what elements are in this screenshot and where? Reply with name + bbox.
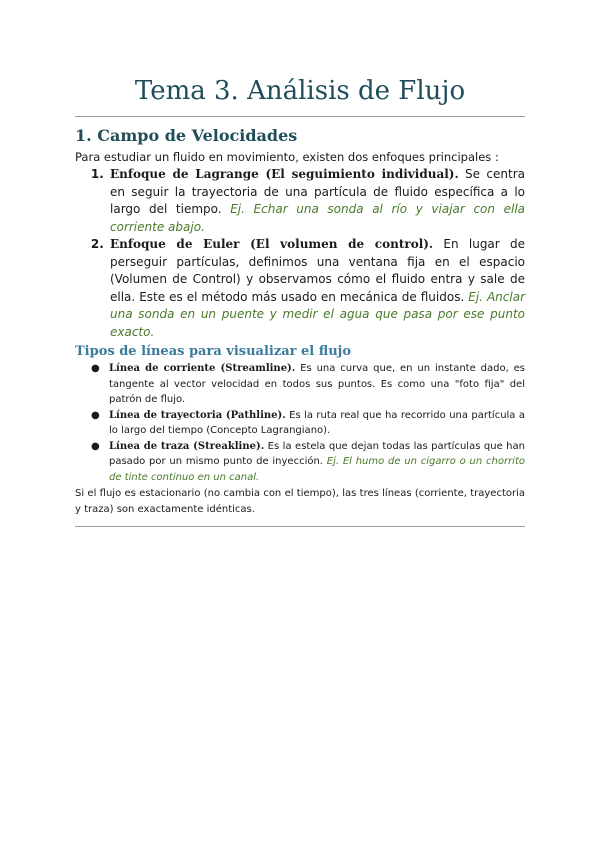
- bullet-icon: ●: [91, 409, 100, 421]
- item-lead: Enfoque de Euler (El volumen de control).: [110, 237, 434, 251]
- bottom-divider: [75, 526, 525, 527]
- top-divider: [75, 116, 525, 117]
- flow-lines-list: [75, 361, 525, 485]
- approaches-list: [75, 166, 525, 341]
- item-lead: Línea de traza (Streakline).: [109, 440, 265, 452]
- section-heading-velocity-field: 1. Campo de Velocidades: [75, 126, 298, 145]
- section-intro: Para estudiar un fluido en movimiento, existen dos enfoques principales :: [75, 150, 499, 164]
- bullet-icon: ●: [91, 440, 100, 452]
- list-item-streamline: [91, 361, 525, 408]
- item-lead: Línea de corriente (Streamline).: [109, 363, 296, 374]
- item-example: Ej. Echar una sonda al río y viajar con ella corriente abajo.: [110, 202, 526, 234]
- section-heading-flow-lines: Tipos de líneas para visualizar el flujo: [75, 344, 352, 359]
- page-title: Tema 3. Análisis de Flujo: [134, 76, 466, 106]
- list-item-lagrange: [108, 166, 525, 236]
- list-item-streakline: [91, 439, 525, 486]
- item-text: En lugar de perseguir partículas, definimos una ventana fija en el espacio (Volumen de Control) y observamos cómo el fluido entra y sale de ella. Este es el método más usado en mecánica de fluidos.: [110, 237, 526, 304]
- item-example: Ej. El humo de un cigarro o un chorrito de tinte continuo en un canal.: [109, 456, 525, 483]
- item-lead: Enfoque de Lagrange (El seguimiento individual).: [110, 167, 459, 181]
- item-text: Se centra en seguir la trayectoria de una partícula de fluido específica a lo largo del tiempo.: [110, 167, 525, 216]
- item-lead: Línea de trayectoria (Pathline).: [109, 409, 286, 421]
- list-item-pathline: [91, 408, 525, 439]
- document-page: [75, 0, 525, 527]
- item-text: Es la estela que dejan todas las partículas que han pasado por un mismo punto de inyección.: [109, 440, 525, 467]
- bullet-icon: ●: [91, 363, 100, 374]
- steady-flow-note: Si el flujo es estacionario (no cambia con el tiempo), las tres líneas (corriente, trayectoria y traza) son exactamente idénticas.: [75, 488, 525, 515]
- item-text: Es una curva que, en un instante dado, es tangente al vector velocidad en todos sus puntos. Es como una "foto fija" del patrón de flujo.: [109, 363, 525, 405]
- item-example: Ej. Anclar una sonda en un puente y medir el agua que pasa por ese punto exacto.: [110, 289, 526, 339]
- item-text: Es la ruta real que ha recorrido una partícula a lo largo del tiempo (Concepto Lagrangiano).: [109, 409, 525, 436]
- list-item-euler: [108, 236, 525, 341]
